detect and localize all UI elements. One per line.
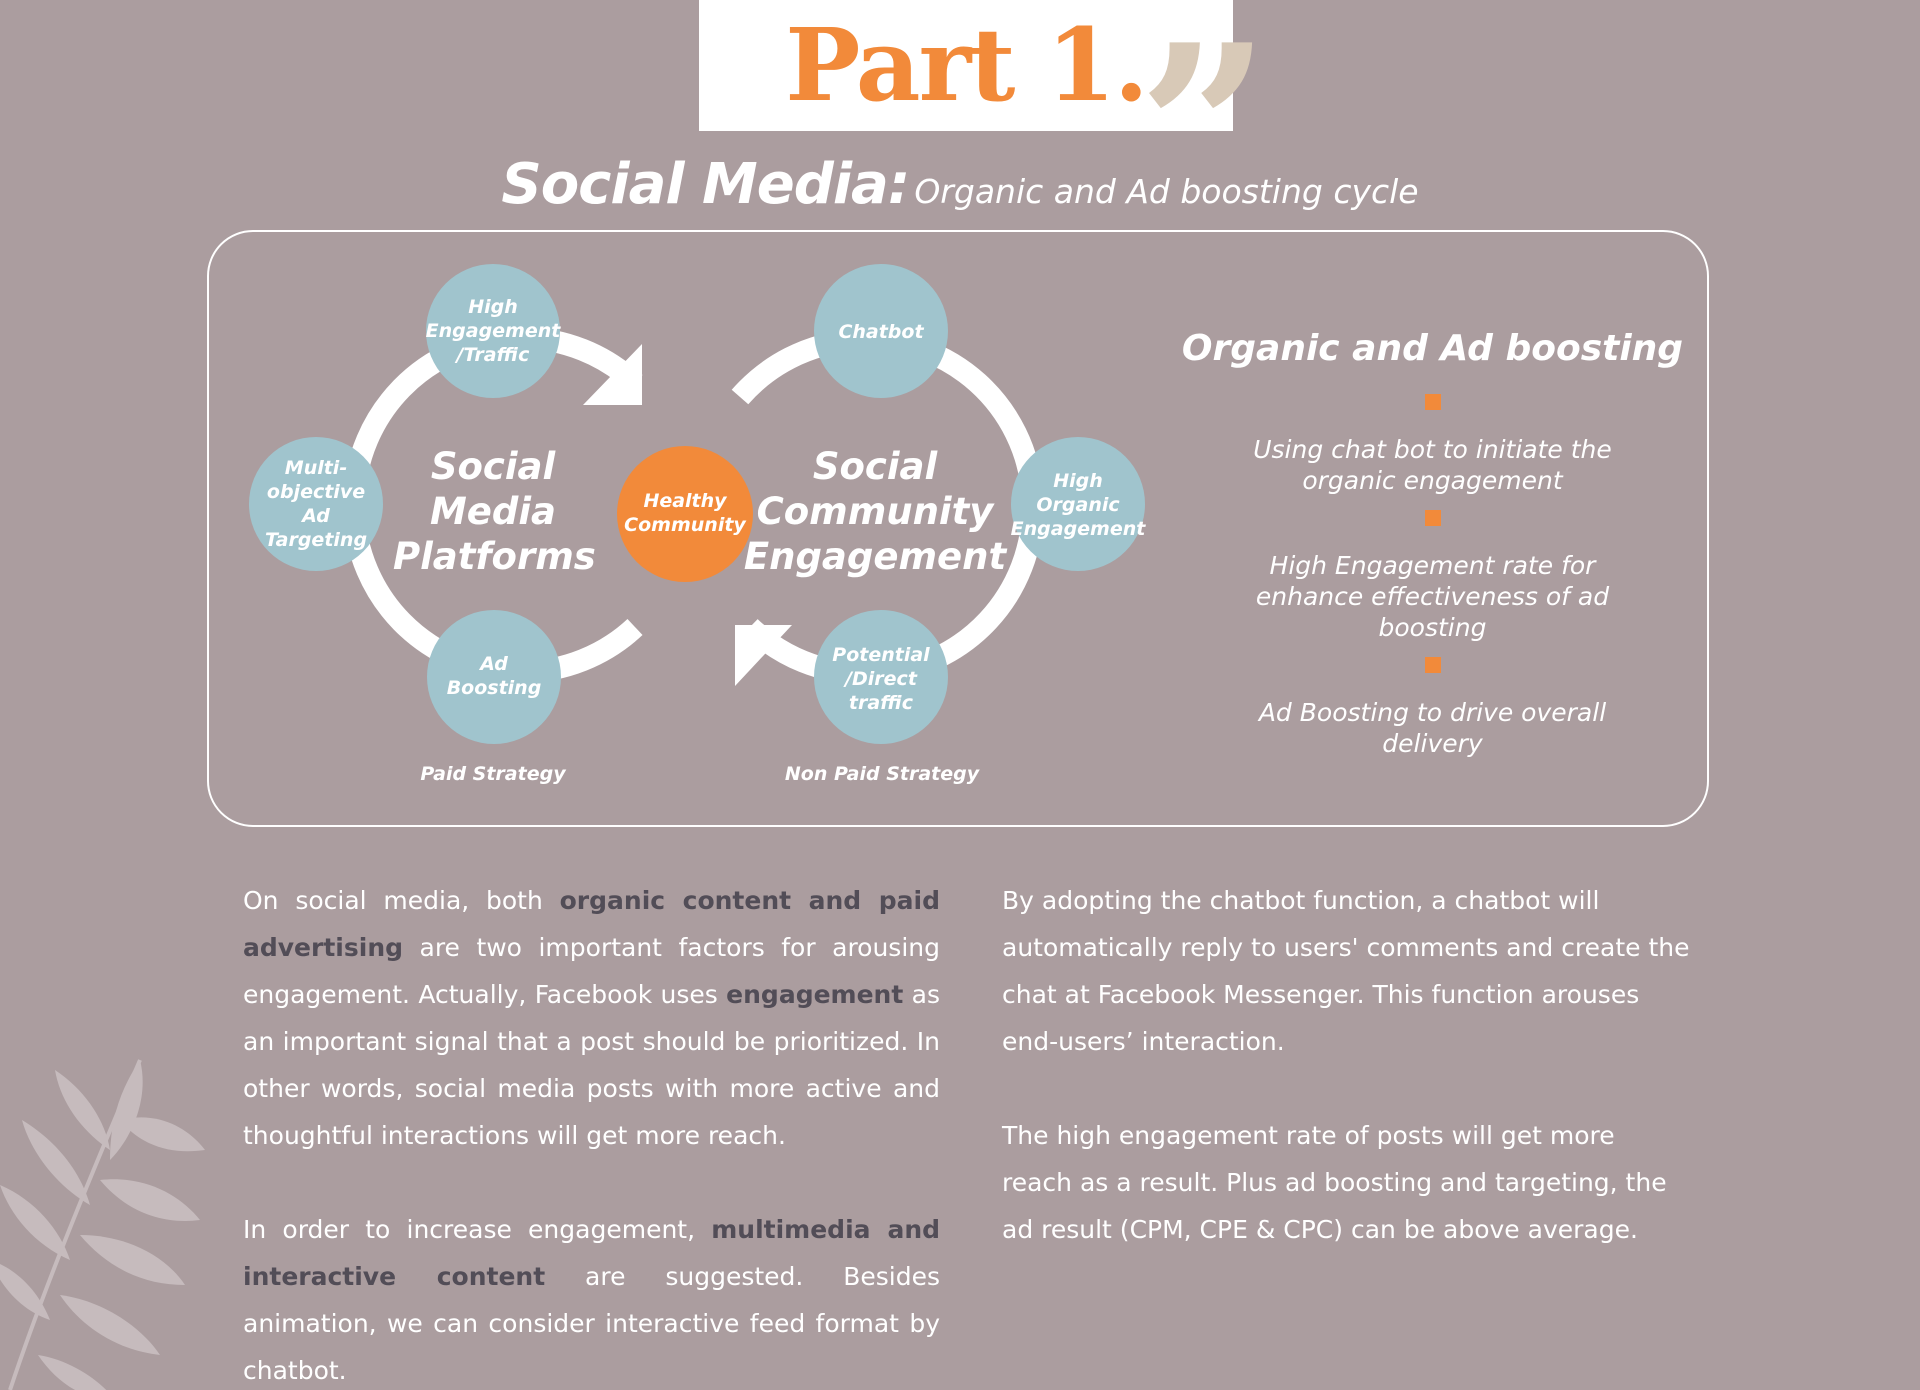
highlight-text: multimedia and interactive content bbox=[243, 1215, 941, 1291]
right-strategy-caption: Non Paid Strategy bbox=[784, 763, 980, 785]
sidebar-item: High Engagement rate for enhance effectiveness of ad boosting bbox=[1255, 551, 1610, 642]
right-cycle-label: Social Community Engagement bbox=[743, 445, 1007, 578]
body-left-column bbox=[243, 877, 940, 1390]
text-run: are suggested. Besides animation, we can consider interactive feed format by chatbot. bbox=[243, 1262, 941, 1385]
text-run: In order to increase engagement, bbox=[243, 1215, 712, 1244]
highlight-text: organic content and paid advertising bbox=[243, 886, 940, 962]
left-cycle-label: Social Media Platforms bbox=[393, 445, 596, 578]
sidebar-item: Using chat bot to initiate the organic engagement bbox=[1253, 435, 1612, 495]
sidebar-item: Ad Boosting to drive overall delivery bbox=[1258, 698, 1607, 758]
bullet-square-icon bbox=[1425, 657, 1441, 673]
bullet-square-icon bbox=[1425, 510, 1441, 526]
text-run: On social media, both bbox=[243, 886, 560, 915]
body-right-paragraph-1: By adopting the chatbot function, a chatbot will automatically reply to users' comments and create the chat at Facebook Messenger. This function arouses end-users’ interaction. bbox=[1002, 886, 1690, 1056]
left-strategy-caption: Paid Strategy bbox=[420, 763, 566, 785]
highlight-text: engagement bbox=[726, 980, 904, 1009]
bullet-square-icon bbox=[1425, 394, 1441, 410]
quote-mark-icon: ” bbox=[1138, 0, 1271, 265]
text-run: as an important signal that a post should be prioritized. In other words, social media posts with more active and thoughtful interactions will get more reach. bbox=[243, 980, 940, 1150]
label-potential-traffic: Potential /Direct traffic bbox=[832, 644, 930, 714]
subtitle-sub: Organic and Ad boosting cycle bbox=[914, 172, 1419, 211]
body-left-paragraph-1 bbox=[243, 877, 940, 1159]
subtitle-main: Social Media: bbox=[501, 152, 910, 217]
label-ad-boosting: Ad Boosting bbox=[446, 653, 542, 699]
label-high-organic: High Organic Engagement bbox=[1010, 470, 1146, 540]
page-title: Part 1. bbox=[785, 6, 1147, 124]
sidebar-list bbox=[1230, 394, 1635, 773]
label-healthy-community: Healthy Community bbox=[624, 490, 746, 536]
body-right-paragraph-2: The high engagement rate of posts will get more reach as a result. Plus ad boosting and targeting, the ad result (CPM, CPE & CPC) can be above average. bbox=[1002, 1121, 1667, 1244]
text-run: are two important factors for arousing engagement. Actually, Facebook uses bbox=[243, 933, 940, 1009]
body-left-paragraph-2 bbox=[243, 1206, 940, 1390]
sidebar-title: Organic and Ad boosting bbox=[1181, 328, 1684, 369]
label-ad-targeting: Multi-objective Ad Targeting bbox=[264, 457, 368, 551]
body-right-column bbox=[1002, 877, 1692, 1300]
label-high-engagement: High Engagement /Traffic bbox=[425, 296, 561, 366]
label-chatbot: Chatbot bbox=[838, 321, 924, 343]
leaf-decoration-icon bbox=[0, 1040, 220, 1390]
